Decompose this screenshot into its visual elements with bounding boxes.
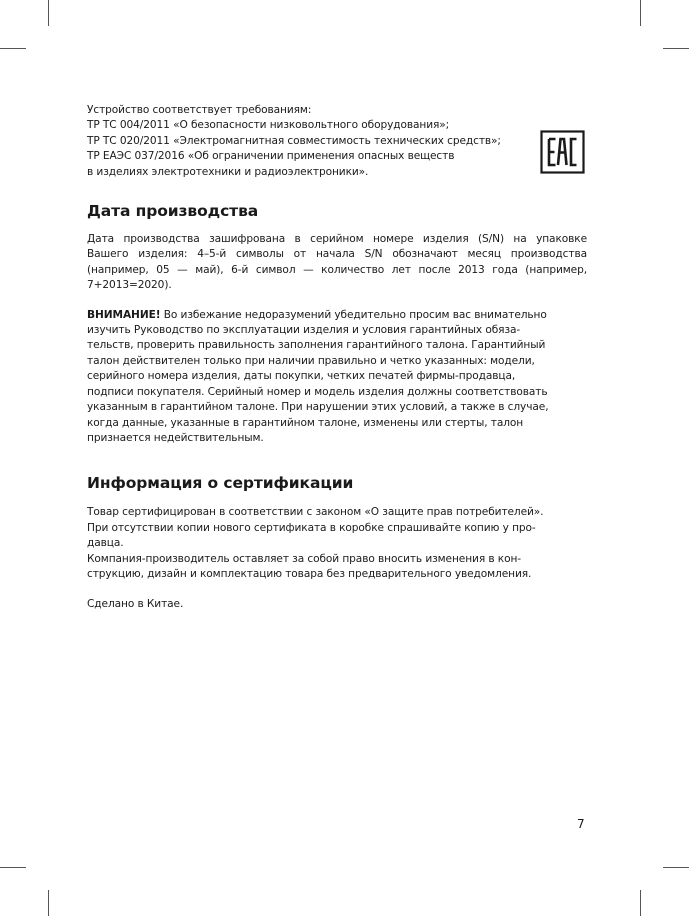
page-content	[87, 103, 587, 613]
paragraph-line: 7+2013=2020).	[87, 279, 172, 292]
production-date-heading: Дата производства	[87, 202, 259, 221]
paragraph-line: Компания-производитель оставляет за собой право вносить изменения в кон-	[87, 552, 521, 565]
compliance-line: Устройство соответствует требованиям:	[87, 104, 312, 116]
paragraph-line: струкцию, дизайн и комплектацию товара без предварительного уведомления.	[87, 567, 532, 580]
paragraph-line: изучить Руководство по эксплуатации изделия и условия гарантийных обяза-	[87, 324, 521, 337]
page-number: 7	[577, 817, 585, 831]
paragraph-line: (например, 05 — май), 6-й символ — количество лет после 2013 года (например,	[87, 263, 587, 276]
compliance-line: ТР ЕАЭС 037/2016 «Об ограничении применения опасных веществ	[87, 150, 455, 163]
warning-text: Во избежание недоразумений убедительно просим вас внимательно	[160, 308, 547, 321]
paragraph-line: подписи покупателя. Серийный номер и модель изделия должны соответствовать	[87, 385, 548, 398]
crop-mark	[48, 890, 49, 916]
compliance-line: ТР ТС 004/2011 «О безопасности низковольтного оборудования»;	[87, 119, 450, 132]
paragraph-line: давца.	[87, 537, 124, 550]
compliance-block	[87, 103, 587, 180]
crop-mark	[0, 48, 26, 49]
paragraph-line	[87, 308, 587, 323]
warning-label: ВНИМАНИЕ!	[87, 308, 161, 321]
crop-mark	[640, 0, 641, 26]
certification-info-heading: Информация о сертификации	[87, 474, 354, 493]
compliance-line: в изделиях электротехники и радиоэлектроники».	[87, 165, 369, 178]
certification-info-paragraph	[87, 505, 587, 582]
paragraph-line: признается недействительным.	[87, 431, 264, 444]
crop-mark	[0, 867, 26, 868]
paragraph-line: когда данные, указанные в гарантийном талоне, изменены или стерты, талон	[87, 416, 524, 429]
paragraph-line: тельств, проверить правильность заполнения гарантийного талона. Гарантийный	[87, 339, 546, 352]
made-in-text: Сделано в Китае.	[87, 598, 184, 611]
production-date-paragraph	[87, 232, 587, 294]
paragraph-line: талон действителен только при наличии правильно и четко указанных: модели,	[87, 354, 535, 367]
crop-mark	[663, 867, 689, 868]
eac-mark-icon	[540, 130, 585, 174]
compliance-line: ТР ТС 020/2011 «Электромагнитная совместимость технических средств»;	[87, 134, 501, 147]
paragraph-line: Товар сертифицирован в соответствии с законом «О защите прав потребителей».	[87, 506, 544, 519]
crop-mark	[640, 890, 641, 916]
paragraph-line: серийного номера изделия, даты покупки, четких печатей фирмы-продавца,	[87, 370, 516, 383]
paragraph-line: При отсутствии копии нового сертификата в коробке спрашивайте копию у про-	[87, 521, 536, 534]
crop-mark	[48, 0, 49, 26]
paragraph-line: Дата производства зашифрована в серийном номере изделия (S/N) на упаковке	[87, 233, 587, 246]
crop-mark	[663, 48, 689, 49]
paragraph-line: Вашего изделия: 4–5-й символы от начала S/N обозначают месяц производства	[87, 248, 587, 261]
warning-paragraph	[87, 308, 587, 447]
paragraph-line: указанным в гарантийном талоне. При нарушении этих условий, а также в случае,	[87, 401, 549, 414]
